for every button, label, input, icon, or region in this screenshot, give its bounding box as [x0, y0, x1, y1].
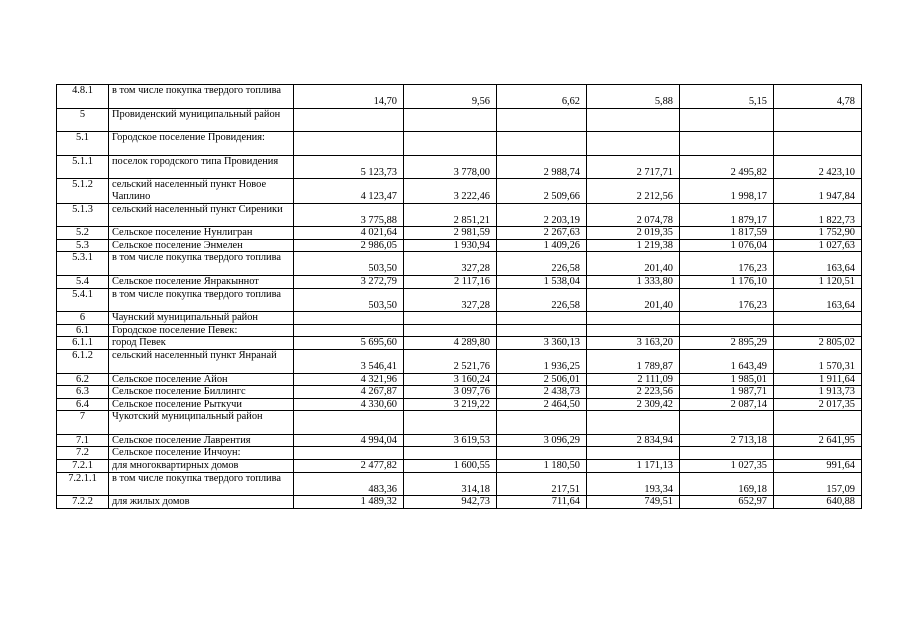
row-code: 7.2.1 [57, 460, 109, 473]
row-value-col-3: 3 360,13 [497, 337, 587, 350]
row-value-col-1: 483,36 [294, 472, 404, 496]
row-value-col-2 [404, 108, 497, 132]
row-value-col-6: 2 805,02 [774, 337, 862, 350]
row-value-col-6 [774, 411, 862, 435]
row-value-col-4: 749,51 [587, 496, 680, 509]
row-value-col-6: 991,64 [774, 460, 862, 473]
row-value-col-2 [404, 411, 497, 435]
table-row [57, 460, 862, 473]
row-value-col-1: 2 986,05 [294, 239, 404, 252]
row-value-col-2: 3 222,46 [404, 179, 497, 203]
row-name: Сельское поселение Янракыннот [109, 275, 294, 288]
table-row [57, 373, 862, 386]
row-value-col-5: 1 643,49 [680, 349, 774, 373]
row-value-col-6: 163,64 [774, 288, 862, 312]
row-value-col-3: 2 438,73 [497, 386, 587, 399]
table-row [57, 434, 862, 447]
row-value-col-5: 2 087,14 [680, 398, 774, 411]
row-value-col-5: 1 176,10 [680, 275, 774, 288]
row-value-col-3: 711,64 [497, 496, 587, 509]
row-value-col-1: 4 330,60 [294, 398, 404, 411]
tariff-table [56, 84, 862, 509]
row-value-col-3: 2 464,50 [497, 398, 587, 411]
table-row [57, 252, 862, 276]
table-row [57, 349, 862, 373]
row-value-col-6 [774, 324, 862, 337]
row-name: в том числе покупка твердого топлива [109, 472, 294, 496]
table-row [57, 496, 862, 509]
table-row [57, 312, 862, 325]
row-value-col-4: 1 219,38 [587, 239, 680, 252]
row-code: 5.1 [57, 132, 109, 156]
table-row [57, 203, 862, 227]
row-value-col-4: 1 789,87 [587, 349, 680, 373]
row-code: 7.1 [57, 434, 109, 447]
row-value-col-2: 3 097,76 [404, 386, 497, 399]
row-value-col-2: 2 521,76 [404, 349, 497, 373]
row-value-col-2: 314,18 [404, 472, 497, 496]
row-value-col-5: 1 998,17 [680, 179, 774, 203]
row-code: 5.2 [57, 227, 109, 240]
row-name: Сельское поселение Айон [109, 373, 294, 386]
row-name: поселок городского типа Провидения [109, 155, 294, 179]
row-value-col-3: 2 267,63 [497, 227, 587, 240]
row-name: в том числе покупка твердого топлива [109, 252, 294, 276]
row-value-col-5: 176,23 [680, 288, 774, 312]
row-value-col-2: 942,73 [404, 496, 497, 509]
row-value-col-1: 3 272,79 [294, 275, 404, 288]
row-value-col-2: 4 289,80 [404, 337, 497, 350]
row-code: 6.1.2 [57, 349, 109, 373]
row-value-col-6: 1 822,73 [774, 203, 862, 227]
row-value-col-1: 5 695,60 [294, 337, 404, 350]
row-value-col-2 [404, 312, 497, 325]
row-value-col-3: 1 538,04 [497, 275, 587, 288]
row-value-col-2: 3 619,53 [404, 434, 497, 447]
row-value-col-6: 2 641,95 [774, 434, 862, 447]
table-row [57, 275, 862, 288]
row-value-col-3: 3 096,29 [497, 434, 587, 447]
row-value-col-3: 6,62 [497, 85, 587, 109]
row-name: Чаунский муниципальный район [109, 312, 294, 325]
row-value-col-3: 1 180,50 [497, 460, 587, 473]
row-value-col-4: 2 212,56 [587, 179, 680, 203]
row-value-col-2: 2 117,16 [404, 275, 497, 288]
row-value-col-4 [587, 411, 680, 435]
row-value-col-2: 1 600,55 [404, 460, 497, 473]
row-value-col-5 [680, 324, 774, 337]
table-row [57, 447, 862, 460]
row-value-col-6: 640,88 [774, 496, 862, 509]
row-value-col-1 [294, 312, 404, 325]
row-value-col-6: 1 027,63 [774, 239, 862, 252]
table-row [57, 132, 862, 156]
row-value-col-3: 2 509,66 [497, 179, 587, 203]
row-value-col-3: 2 988,74 [497, 155, 587, 179]
row-value-col-3: 2 506,01 [497, 373, 587, 386]
row-value-col-2: 327,28 [404, 252, 497, 276]
row-value-col-6: 1 947,84 [774, 179, 862, 203]
row-value-col-4 [587, 132, 680, 156]
table-row [57, 108, 862, 132]
row-name: для жилых домов [109, 496, 294, 509]
row-code: 5.4 [57, 275, 109, 288]
row-value-col-4: 3 163,20 [587, 337, 680, 350]
row-value-col-1: 5 123,73 [294, 155, 404, 179]
row-value-col-5 [680, 108, 774, 132]
row-value-col-6: 163,64 [774, 252, 862, 276]
row-value-col-3 [497, 324, 587, 337]
table-row [57, 239, 862, 252]
row-code: 5.1.2 [57, 179, 109, 203]
row-value-col-4: 1 171,13 [587, 460, 680, 473]
table-row [57, 288, 862, 312]
row-value-col-1 [294, 447, 404, 460]
row-value-col-1: 14,70 [294, 85, 404, 109]
row-value-col-2 [404, 324, 497, 337]
row-value-col-1 [294, 132, 404, 156]
row-value-col-3 [497, 312, 587, 325]
table-row [57, 324, 862, 337]
row-value-col-6: 1 913,73 [774, 386, 862, 399]
row-value-col-4: 2 834,94 [587, 434, 680, 447]
row-value-col-5: 176,23 [680, 252, 774, 276]
row-code: 7 [57, 411, 109, 435]
row-value-col-4: 193,34 [587, 472, 680, 496]
row-value-col-4: 201,40 [587, 252, 680, 276]
row-code: 4.8.1 [57, 85, 109, 109]
row-name: для многоквартирных домов [109, 460, 294, 473]
row-value-col-2: 2 851,21 [404, 203, 497, 227]
row-value-col-6 [774, 312, 862, 325]
row-value-col-2: 327,28 [404, 288, 497, 312]
row-value-col-5: 1 076,04 [680, 239, 774, 252]
row-value-col-5 [680, 312, 774, 325]
row-code: 6.2 [57, 373, 109, 386]
row-name: Сельское поселение Биллингс [109, 386, 294, 399]
row-code: 6.1 [57, 324, 109, 337]
row-value-col-1: 2 477,82 [294, 460, 404, 473]
row-code: 7.2.2 [57, 496, 109, 509]
row-name: Сельское поселение Нунлигран [109, 227, 294, 240]
row-value-col-4: 2 309,42 [587, 398, 680, 411]
row-value-col-3: 226,58 [497, 288, 587, 312]
table-row [57, 398, 862, 411]
row-value-col-4 [587, 324, 680, 337]
row-code: 5 [57, 108, 109, 132]
row-name: в том числе покупка твердого топлива [109, 288, 294, 312]
row-code: 6.3 [57, 386, 109, 399]
row-code: 6 [57, 312, 109, 325]
row-value-col-4: 2 019,35 [587, 227, 680, 240]
row-code: 5.3 [57, 239, 109, 252]
row-value-col-5: 1 879,17 [680, 203, 774, 227]
row-name: Сельское поселение Энмелен [109, 239, 294, 252]
row-name: Провиденский муниципальный район [109, 108, 294, 132]
row-value-col-4: 5,88 [587, 85, 680, 109]
row-value-col-5 [680, 132, 774, 156]
row-code: 5.1.3 [57, 203, 109, 227]
row-code: 7.2.1.1 [57, 472, 109, 496]
row-name: сельский населенный пункт Сиреники [109, 203, 294, 227]
row-value-col-6: 1 570,31 [774, 349, 862, 373]
row-value-col-5: 1 817,59 [680, 227, 774, 240]
table-row [57, 227, 862, 240]
row-value-col-3: 1 409,26 [497, 239, 587, 252]
row-name: сельский населенный пункт Новое Чаплино [109, 179, 294, 203]
row-value-col-5 [680, 447, 774, 460]
row-value-col-5: 652,97 [680, 496, 774, 509]
row-value-col-2: 3 160,24 [404, 373, 497, 386]
row-value-col-2: 3 778,00 [404, 155, 497, 179]
row-name: Городское поселение Певек: [109, 324, 294, 337]
row-code: 5.1.1 [57, 155, 109, 179]
row-value-col-4: 2 074,78 [587, 203, 680, 227]
row-value-col-5: 2 495,82 [680, 155, 774, 179]
row-value-col-4: 201,40 [587, 288, 680, 312]
row-value-col-1: 4 994,04 [294, 434, 404, 447]
row-value-col-3 [497, 132, 587, 156]
row-name: Городское поселение Провидения: [109, 132, 294, 156]
row-value-col-4 [587, 108, 680, 132]
row-name: Сельское поселение Лаврентия [109, 434, 294, 447]
row-value-col-3 [497, 447, 587, 460]
row-value-col-5: 1 985,01 [680, 373, 774, 386]
row-value-col-5 [680, 411, 774, 435]
table-body [57, 85, 862, 509]
row-name: Сельское поселение Инчоун: [109, 447, 294, 460]
table-row [57, 411, 862, 435]
row-value-col-1: 4 123,47 [294, 179, 404, 203]
row-value-col-6: 1 911,64 [774, 373, 862, 386]
row-name: сельский населенный пункт Янранай [109, 349, 294, 373]
row-value-col-1: 3 775,88 [294, 203, 404, 227]
row-value-col-1 [294, 324, 404, 337]
row-value-col-6: 157,09 [774, 472, 862, 496]
table-row [57, 472, 862, 496]
row-value-col-4 [587, 312, 680, 325]
row-value-col-4: 2 223,56 [587, 386, 680, 399]
row-value-col-1: 3 546,41 [294, 349, 404, 373]
row-value-col-1: 1 489,32 [294, 496, 404, 509]
row-value-col-3 [497, 411, 587, 435]
row-value-col-4: 2 717,71 [587, 155, 680, 179]
row-value-col-6 [774, 108, 862, 132]
row-value-col-1: 4 021,64 [294, 227, 404, 240]
row-value-col-2: 9,56 [404, 85, 497, 109]
row-value-col-1: 503,50 [294, 252, 404, 276]
row-value-col-5: 2 713,18 [680, 434, 774, 447]
row-value-col-3 [497, 108, 587, 132]
row-value-col-6: 1 752,90 [774, 227, 862, 240]
row-name: в том числе покупка твердого топлива [109, 85, 294, 109]
row-value-col-4: 1 333,80 [587, 275, 680, 288]
row-value-col-2 [404, 132, 497, 156]
table-row [57, 85, 862, 109]
row-name: Сельское поселение Рыткучи [109, 398, 294, 411]
table-row [57, 179, 862, 203]
row-value-col-3: 217,51 [497, 472, 587, 496]
row-value-col-5: 169,18 [680, 472, 774, 496]
table-row [57, 386, 862, 399]
row-value-col-1: 4 267,87 [294, 386, 404, 399]
row-value-col-6: 2 423,10 [774, 155, 862, 179]
row-code: 6.1.1 [57, 337, 109, 350]
row-value-col-3: 1 936,25 [497, 349, 587, 373]
row-value-col-1: 503,50 [294, 288, 404, 312]
row-code: 5.4.1 [57, 288, 109, 312]
row-value-col-5: 1 987,71 [680, 386, 774, 399]
row-code: 7.2 [57, 447, 109, 460]
row-value-col-5: 5,15 [680, 85, 774, 109]
row-value-col-6: 4,78 [774, 85, 862, 109]
table-row [57, 337, 862, 350]
row-name: город Певек [109, 337, 294, 350]
row-value-col-6: 1 120,51 [774, 275, 862, 288]
row-value-col-5: 1 027,35 [680, 460, 774, 473]
row-value-col-4: 2 111,09 [587, 373, 680, 386]
table-row [57, 155, 862, 179]
row-value-col-6 [774, 447, 862, 460]
row-name: Чукотский муниципальный район [109, 411, 294, 435]
row-value-col-2: 2 981,59 [404, 227, 497, 240]
row-value-col-2 [404, 447, 497, 460]
row-code: 6.4 [57, 398, 109, 411]
row-value-col-6: 2 017,35 [774, 398, 862, 411]
row-value-col-2: 3 219,22 [404, 398, 497, 411]
row-code: 5.3.1 [57, 252, 109, 276]
row-value-col-2: 1 930,94 [404, 239, 497, 252]
row-value-col-3: 226,58 [497, 252, 587, 276]
row-value-col-6 [774, 132, 862, 156]
row-value-col-5: 2 895,29 [680, 337, 774, 350]
row-value-col-1 [294, 411, 404, 435]
row-value-col-4 [587, 447, 680, 460]
row-value-col-1 [294, 108, 404, 132]
row-value-col-1: 4 321,96 [294, 373, 404, 386]
row-value-col-3: 2 203,19 [497, 203, 587, 227]
